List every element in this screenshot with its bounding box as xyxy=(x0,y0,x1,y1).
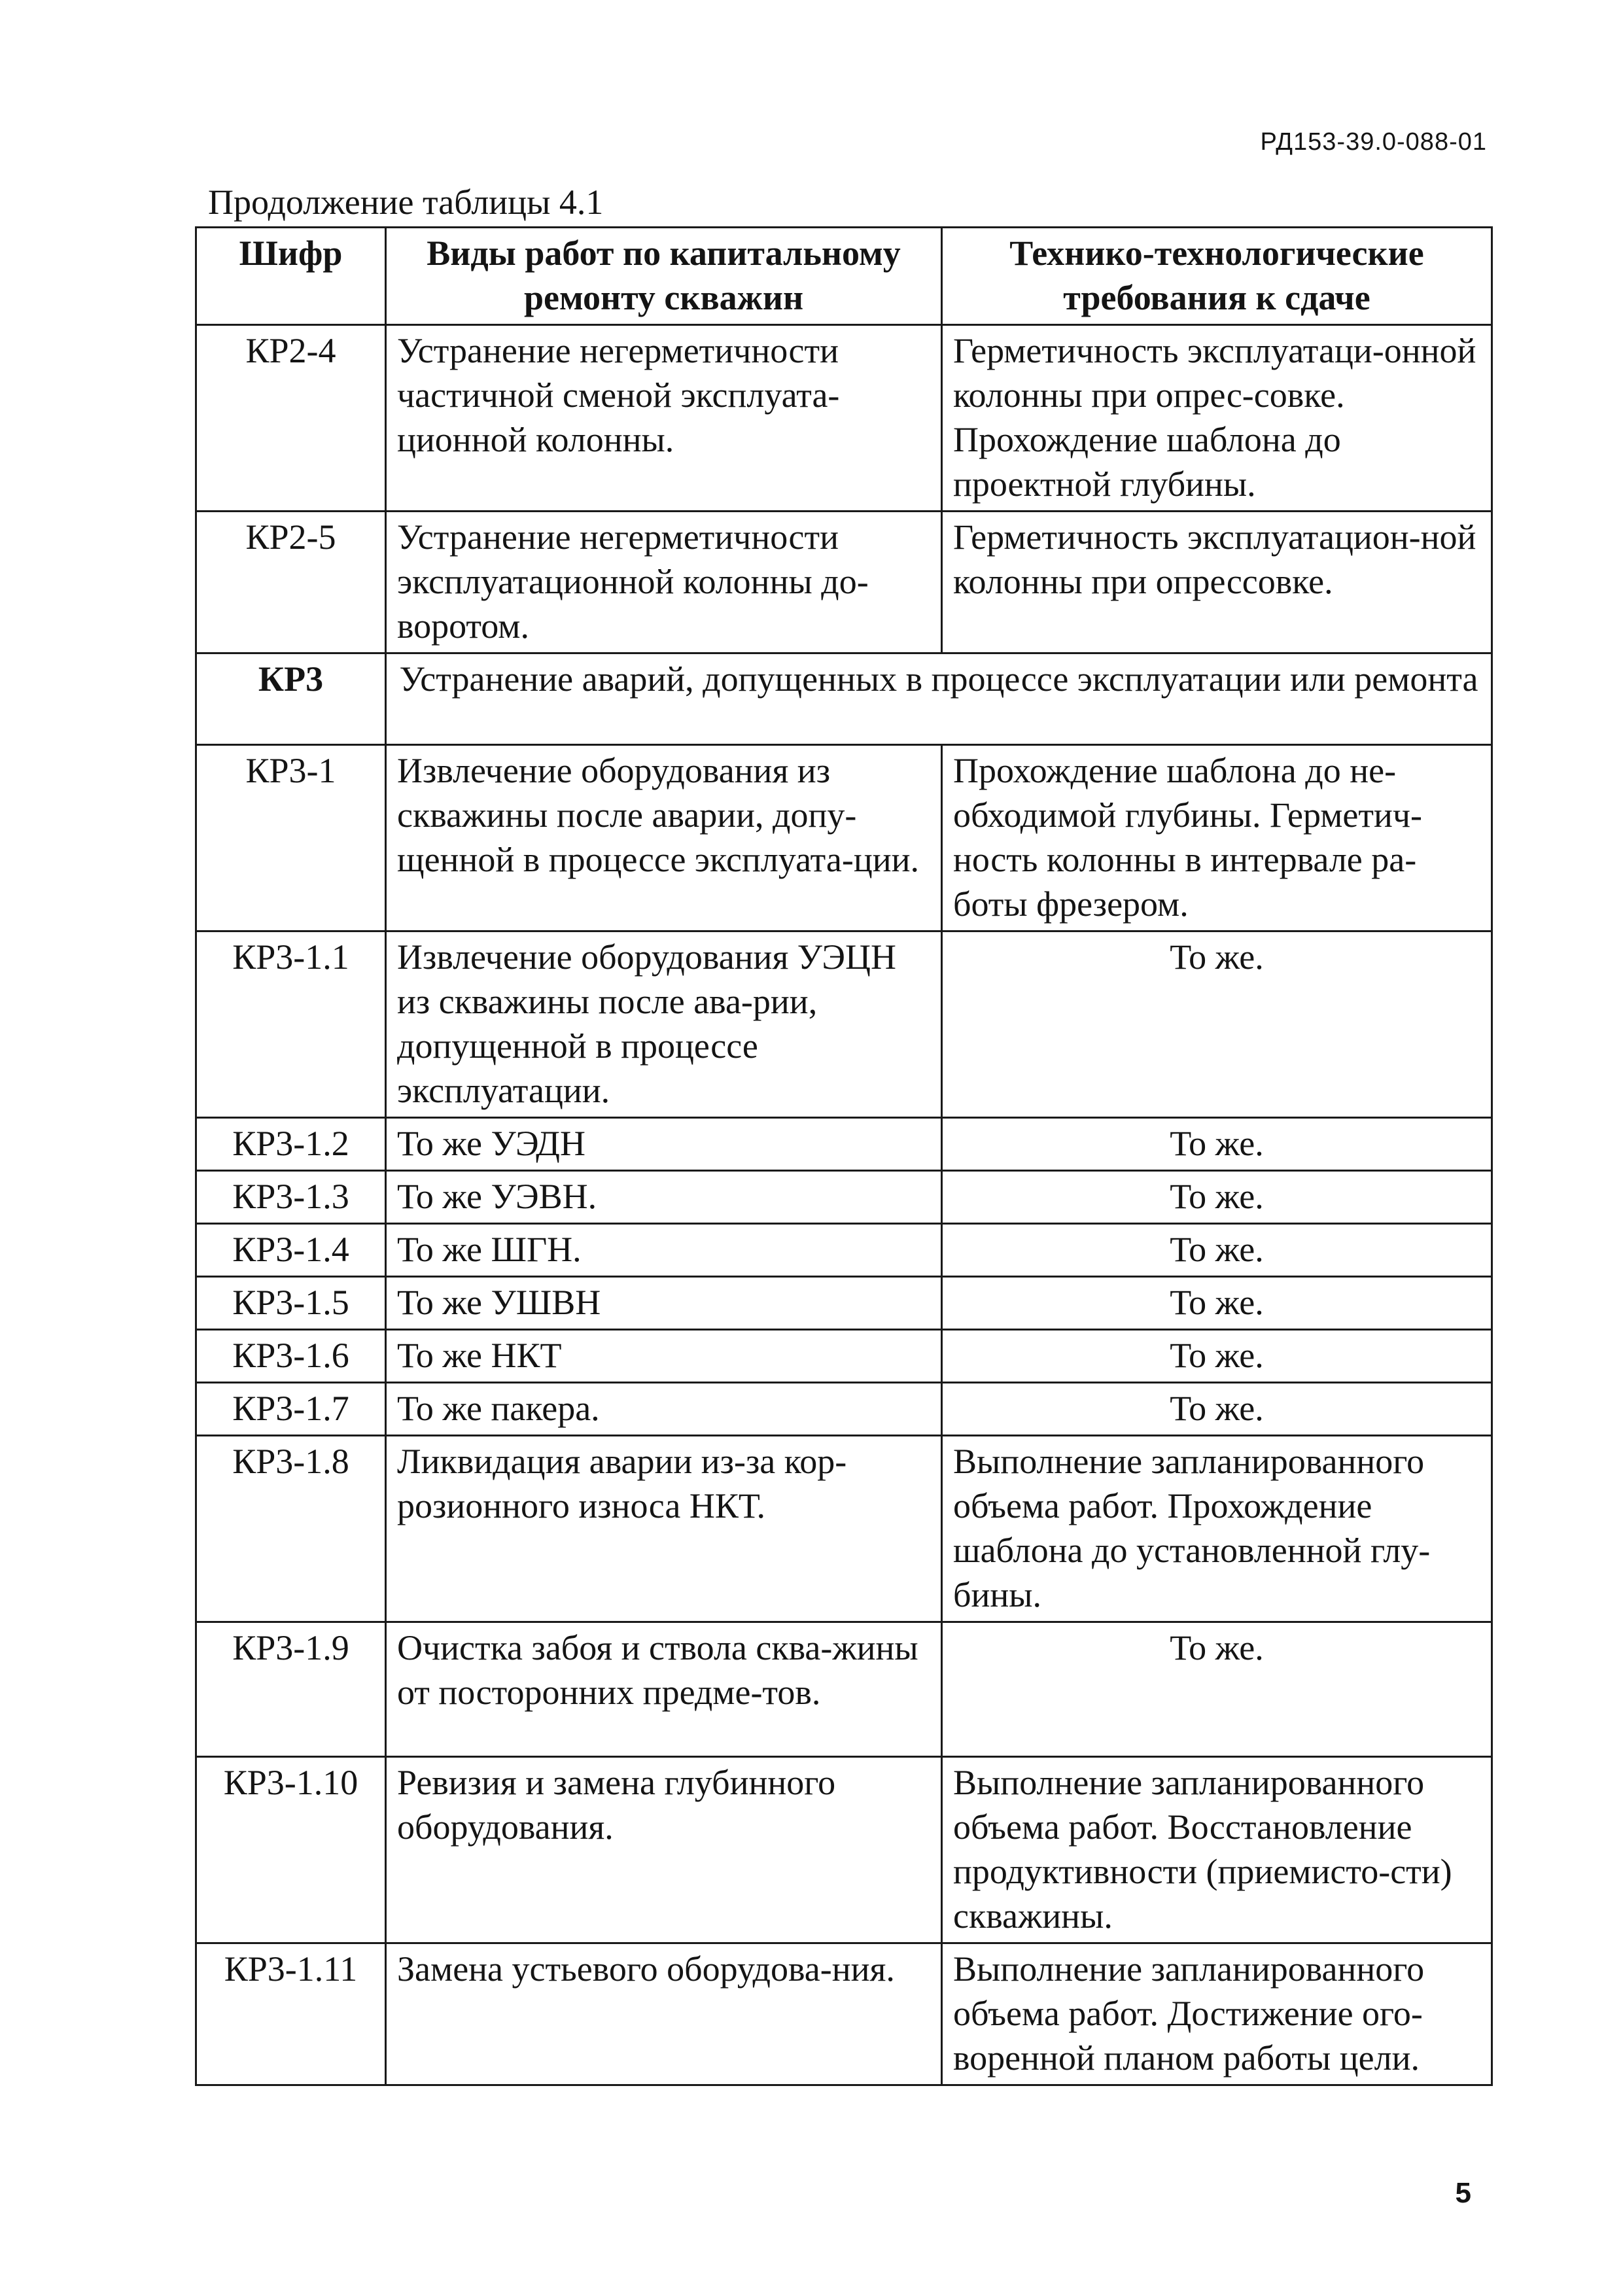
table-row xyxy=(196,1171,1492,1224)
table-header-row xyxy=(196,228,1492,325)
work-cell: Устранение негерметичности эксплуатационной колонны до-воротом. xyxy=(386,512,942,653)
code-cell: КР3-1.4 xyxy=(196,1224,386,1277)
table-row xyxy=(196,1943,1492,2085)
code-cell: КР3-1.9 xyxy=(196,1622,386,1757)
requirements-cell: Выполнение запланированного объема работ. Восстановление продуктивности (приемисто-сти) скважины. xyxy=(942,1757,1492,1943)
requirements-cell: Выполнение запланированного объема работ. Прохождение шаблона до установленной глу-бины. xyxy=(942,1436,1492,1622)
page-number: 5 xyxy=(1455,2177,1471,2209)
table-row xyxy=(196,1224,1492,1277)
table-row xyxy=(196,931,1492,1118)
column-header-work: Виды работ по капитальному ремонту скважин xyxy=(386,228,942,325)
document-code: РД153-39.0-088-01 xyxy=(1260,128,1487,156)
requirements-cell: То же. xyxy=(942,1330,1492,1383)
requirements-cell: То же. xyxy=(942,1383,1492,1436)
requirements-cell: То же. xyxy=(942,1224,1492,1277)
work-cell: Устранение негерметичности частичной сменой эксплуата-ционной колонны. xyxy=(386,325,942,512)
code-cell: КР3-1.6 xyxy=(196,1330,386,1383)
work-cell: Замена устьевого оборудова-ния. xyxy=(386,1943,942,2085)
work-cell: Ревизия и замена глубинного оборудования. xyxy=(386,1757,942,1943)
requirements-cell: Прохождение шаблона до не-обходимой глубины. Герметич-ность колонны в интервале ра-боты фрезером. xyxy=(942,745,1492,931)
work-types-table xyxy=(195,226,1493,2086)
table-caption: Продолжение таблицы 4.1 xyxy=(208,183,604,222)
work-cell: То же УЭДН xyxy=(386,1118,942,1171)
table-row xyxy=(196,325,1492,512)
table-row xyxy=(196,745,1492,931)
requirements-cell: То же. xyxy=(942,1171,1492,1224)
requirements-cell: То же. xyxy=(942,931,1492,1118)
code-cell: КР3-1.8 xyxy=(196,1436,386,1622)
work-cell: То же УЭВН. xyxy=(386,1171,942,1224)
table-row xyxy=(196,1118,1492,1171)
code-cell: КР2-5 xyxy=(196,512,386,653)
work-cell: Извлечение оборудования из скважины после аварии, допу-щенной в процессе эксплуата-ции. xyxy=(386,745,942,931)
work-cell: То же ШГН. xyxy=(386,1224,942,1277)
work-cell: То же УШВН xyxy=(386,1277,942,1330)
work-cell: То же НКТ xyxy=(386,1330,942,1383)
table-row xyxy=(196,1757,1492,1943)
code-cell: КР3-1.11 xyxy=(196,1943,386,2085)
code-cell: КР3-1.1 xyxy=(196,931,386,1118)
requirements-cell: Герметичность эксплуатаци-онной колонны при опрес-совке. Прохождение шаблона до проектной глубины. xyxy=(942,325,1492,512)
section-row xyxy=(196,653,1492,745)
table-row xyxy=(196,512,1492,653)
column-header-requirements: Технико-технологические требования к сдаче xyxy=(942,228,1492,325)
code-cell: КР3-1.5 xyxy=(196,1277,386,1330)
table-row xyxy=(196,1330,1492,1383)
code-cell: КР3-1.3 xyxy=(196,1171,386,1224)
work-cell: То же пакера. xyxy=(386,1383,942,1436)
table-row xyxy=(196,1622,1492,1757)
requirements-cell: Герметичность эксплуатацион-ной колонны при опрессовке. xyxy=(942,512,1492,653)
table-row xyxy=(196,1436,1492,1622)
code-cell: КР3-1.7 xyxy=(196,1383,386,1436)
code-cell: КР2-4 xyxy=(196,325,386,512)
requirements-cell: То же. xyxy=(942,1277,1492,1330)
work-cell: Извлечение оборудования УЭЦН из скважины после ава-рии, допущенной в процессе эксплуатации. xyxy=(386,931,942,1118)
code-cell: КР3-1.10 xyxy=(196,1757,386,1943)
requirements-cell: Выполнение запланированного объема работ. Достижение ого-воренной планом работы цели. xyxy=(942,1943,1492,2085)
section-title-cell: Устранение аварий, допущенных в процессе эксплуатации или ремонта xyxy=(386,653,1492,745)
code-cell: КР3-1 xyxy=(196,745,386,931)
requirements-cell: То же. xyxy=(942,1118,1492,1171)
code-cell: КР3-1.2 xyxy=(196,1118,386,1171)
section-code-cell: КР3 xyxy=(196,653,386,745)
column-header-code: Шифр xyxy=(196,228,386,325)
requirements-cell: То же. xyxy=(942,1622,1492,1757)
work-cell: Ликвидация аварии из-за кор-розионного износа НКТ. xyxy=(386,1436,942,1622)
table-row xyxy=(196,1383,1492,1436)
work-cell: Очистка забоя и ствола сква-жины от посторонних предме-тов. xyxy=(386,1622,942,1757)
table-row xyxy=(196,1277,1492,1330)
